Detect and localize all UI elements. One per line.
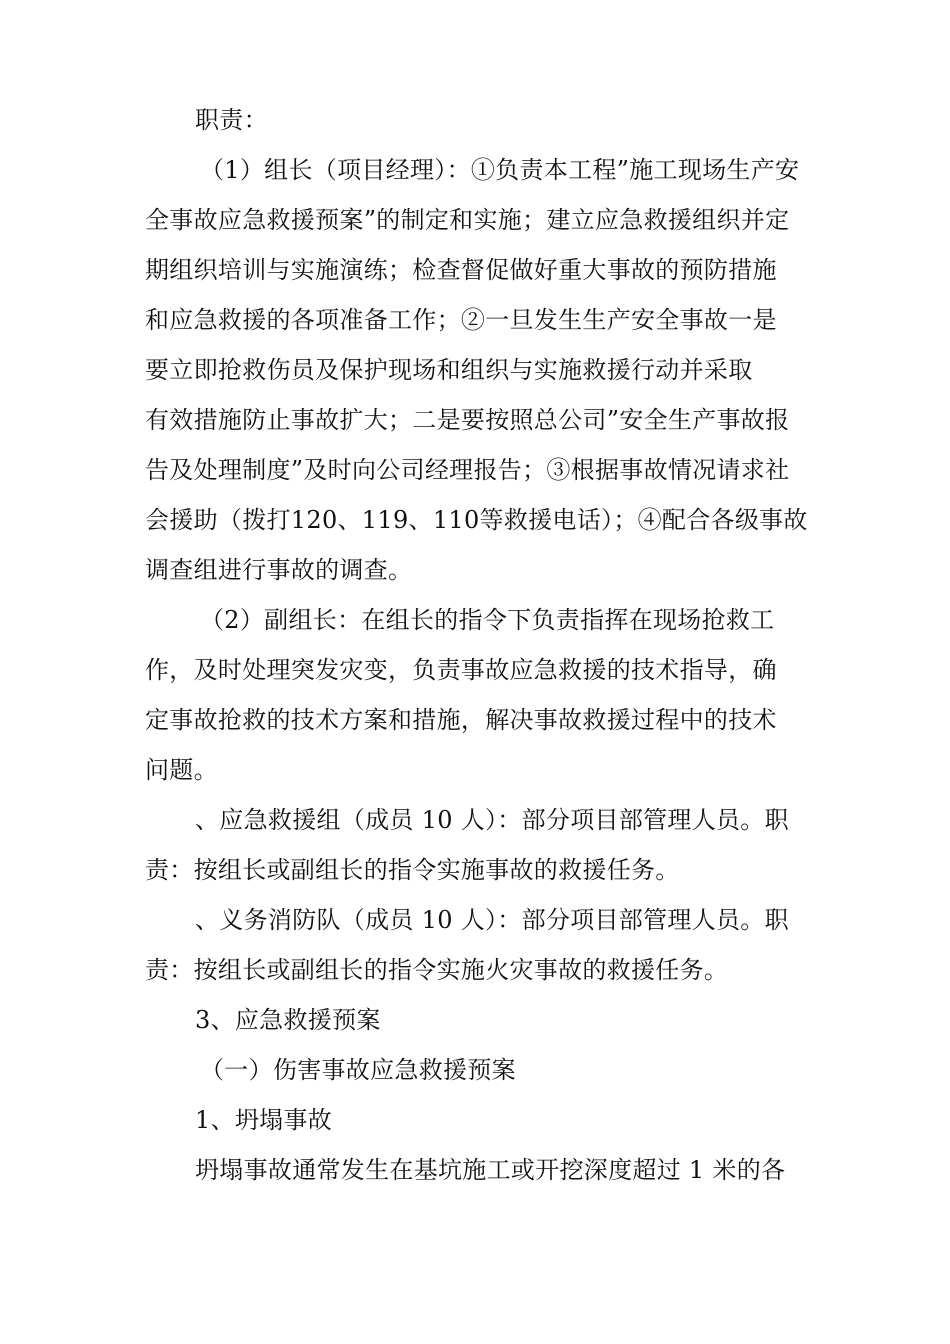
text-line: 责：按组长或副组长的指令实施火灾事故的救援任务。 (145, 956, 729, 984)
text-line: 会援助（拨打120、119、110等救援电话）；④配合各级事故 (145, 506, 808, 534)
text-line-deputy-heading: （2）副组长：在组长的指令下负责指挥在现场抢救工 (200, 606, 775, 634)
text-line-fire-brigade: 、义务消防队（成员 10 人）：部分项目部管理人员。职 (195, 906, 789, 934)
text-line-leader-heading: （1）组长（项目经理）：①负责本工程”施工现场生产安 (200, 156, 800, 184)
text-line: 作，及时处理突发灾变，负责事故应急救援的技术指导，确 (145, 656, 777, 684)
text-line: 调查组进行事故的调查。 (145, 556, 413, 584)
text-line: 定事故抢救的技术方案和措施，解决事故救援过程中的技术 (145, 706, 777, 734)
text-line: 和应急救援的各项准备工作；②一旦发生生产安全事故一是 (145, 306, 777, 334)
text-line: 有效措施防止事故扩大；二是要按照总公司”安全生产事故报 (145, 406, 790, 434)
text-line-rescue-team: 、应急救援组（成员 10 人）：部分项目部管理人员。职 (195, 806, 789, 834)
text-line: 期组织培训与实施演练；检查督促做好重大事故的预防措施 (145, 256, 777, 284)
text-line: 要立即抢救伤员及保护现场和组织与实施救援行动并采取 (145, 356, 753, 384)
section-heading-injury-plan: （一）伤害事故应急救援预案 (200, 1056, 516, 1084)
text-line-collapse-desc: 坍塌事故通常发生在基坑施工或开挖深度超过 1 米的各 (195, 1156, 786, 1184)
text-line: 问题。 (145, 756, 218, 784)
text-line: 责：按组长或副组长的指令实施事故的救援任务。 (145, 856, 680, 884)
text-line: 告及处理制度”及时向公司经理报告；③根据事故情况请求社 (145, 456, 790, 484)
section-heading-rescue-plan: 3、应急救援预案 (195, 1006, 381, 1034)
section-heading-collapse: 1、坍塌事故 (195, 1106, 333, 1134)
text-line-duties-label: 职责： (195, 106, 268, 134)
text-line: 全事故应急救援预案”的制定和实施；建立应急救援组织并定 (145, 206, 790, 234)
